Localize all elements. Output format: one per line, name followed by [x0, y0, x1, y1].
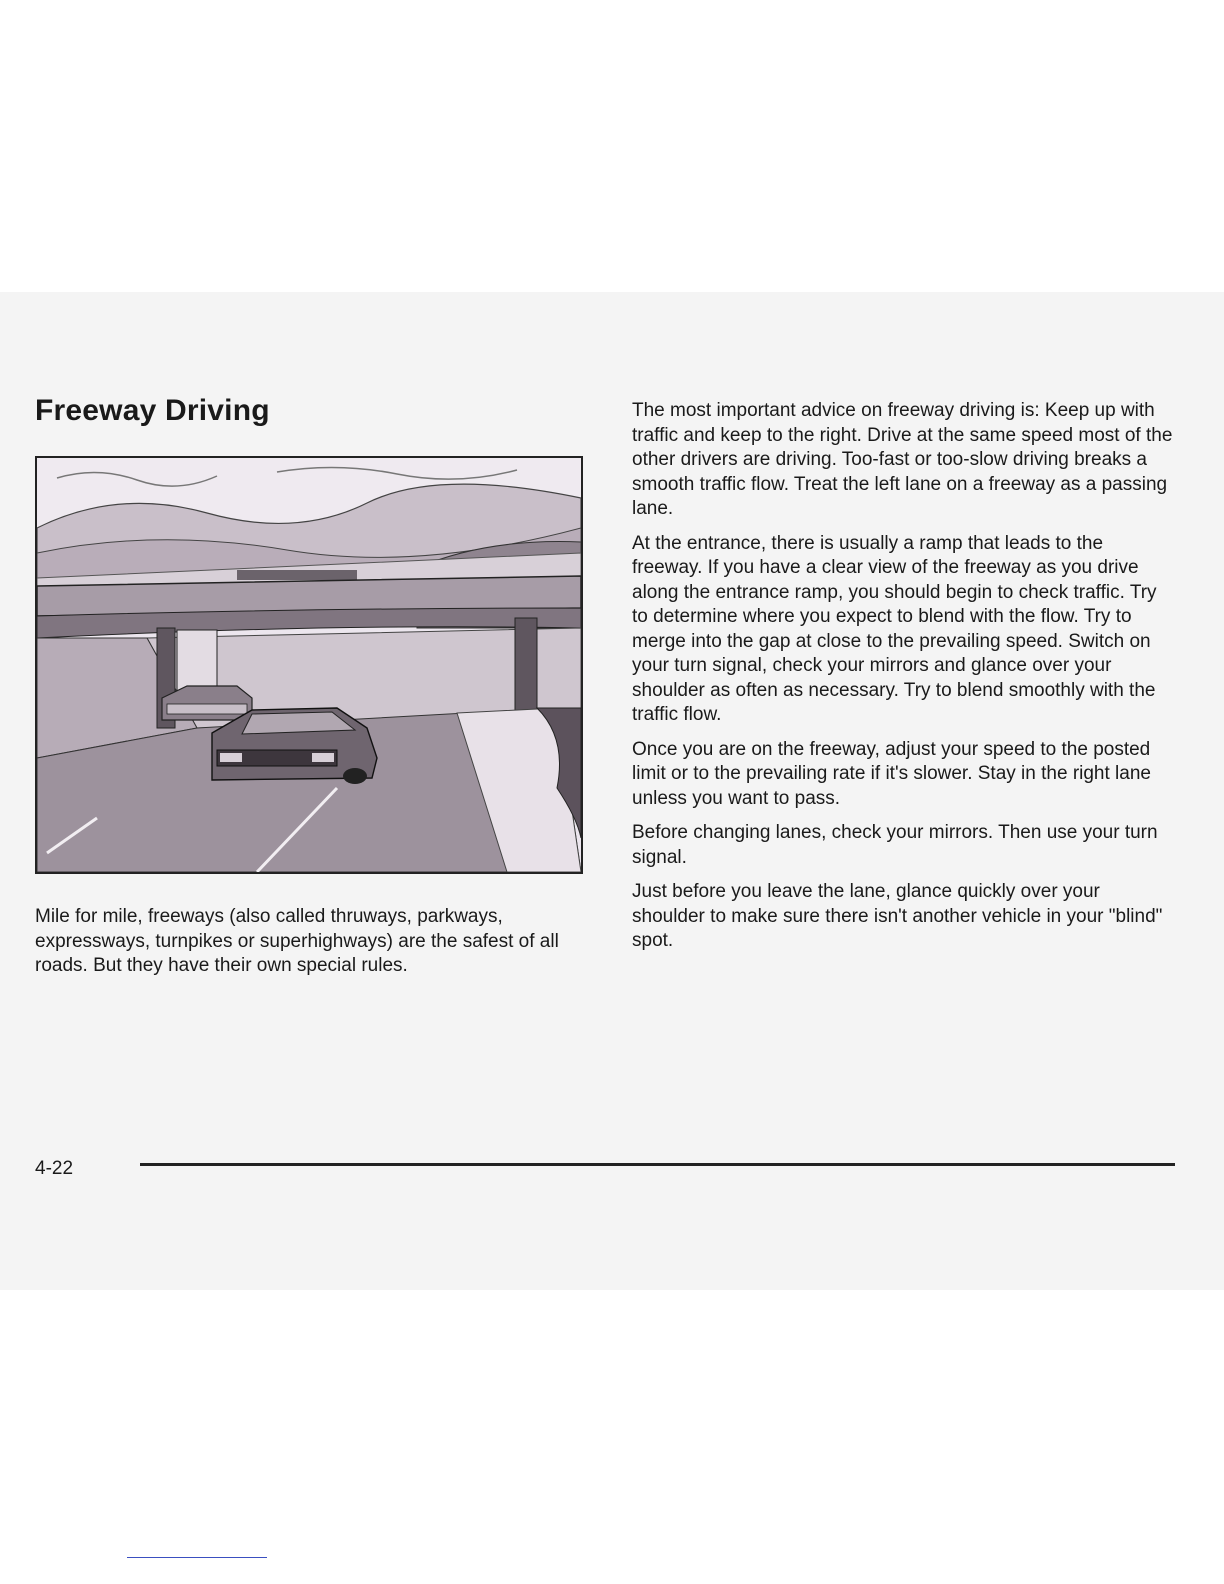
paragraph: Before changing lanes, check your mirrors. Then use your turn signal. [632, 822, 1158, 868]
page-number: 4-22 [35, 1158, 74, 1179]
page-title: Freeway Driving [35, 394, 270, 427]
paragraph: At the entrance, there is usually a ramp that leads to the freeway. If you have a clear view of the freeway as you drive along the entrance ramp, you should begin to check traffic. Try to determine where you expect to blend with the flow. Try to merge into the gap at close to the prevailing speed. Switch on your turn signal, check your mirrors and glance over your shoulder as often as necessary. Try to blend smoothly with the traffic flow. [632, 532, 1157, 725]
right-column [632, 399, 1177, 964]
paragraph: The most important advice on freeway driving is: Keep up with traffic and keep to the right. Drive at the same speed most of the other drivers are driving. Too-fast or too-slow driving breaks a smooth traffic flow. Treat the left lane on a freeway as a passing lane. [632, 400, 1173, 519]
footer-rule [140, 1163, 1175, 1166]
near-car [212, 708, 377, 784]
far-car [162, 686, 252, 720]
freeway-illustration [35, 456, 583, 874]
paragraph: Just before you leave the lane, glance quickly over your shoulder to make sure there isn't another vehicle in your "blind" spot. [632, 881, 1163, 951]
bridge-railing [237, 570, 357, 580]
link-underline[interactable] [127, 1557, 267, 1558]
intro-paragraph: Mile for mile, freeways (also called thruways, parkways, expressways, turnpikes or superhighways) are the safest of all roads. But they have their own special rules. [35, 906, 559, 976]
paragraph: Once you are on the freeway, adjust your speed to the posted limit or to the prevailing rate if it's slower. Stay in the right lane unless you want to pass. [632, 738, 1151, 809]
